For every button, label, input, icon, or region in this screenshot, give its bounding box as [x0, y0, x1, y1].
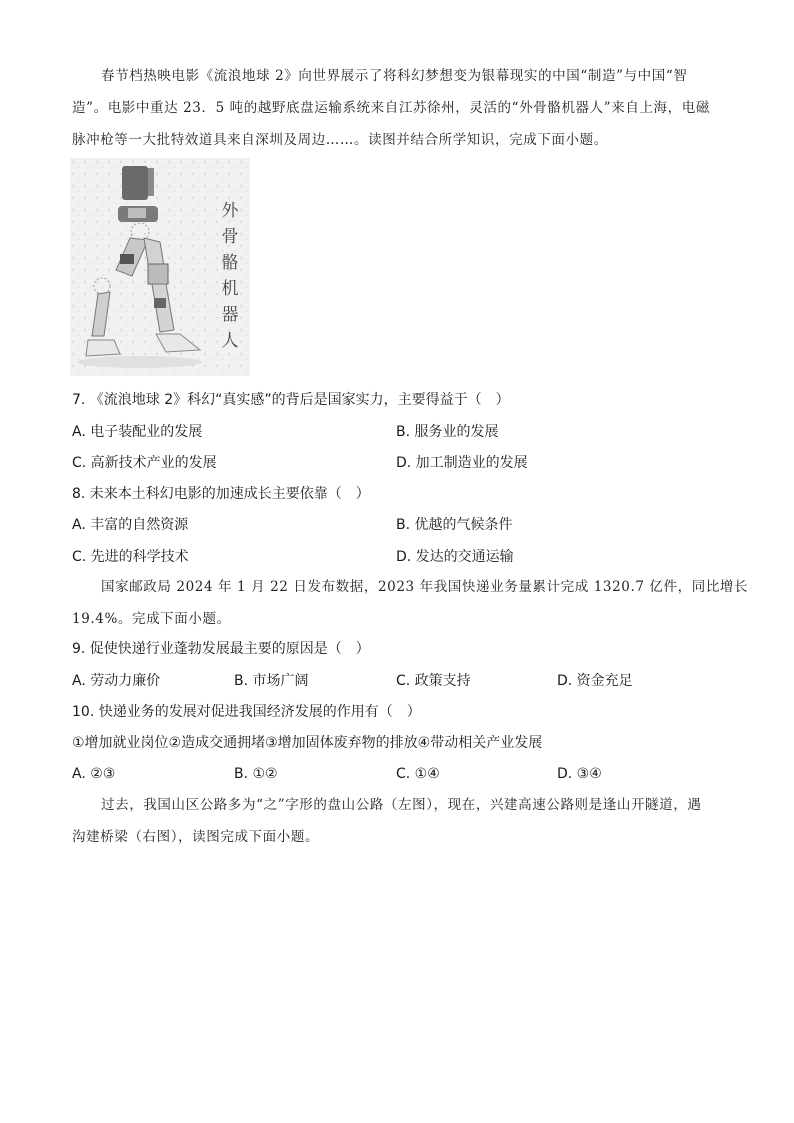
- passage3-line1: 过去，我国山区公路多为“之”字形的盘山公路（左图），现在，兴建高速公路则是逢山开隧道，遇: [101, 797, 702, 813]
- passage1-line1: 春节档热映电影《流浪地球 2》向世界展示了将科幻梦想变为银幕现实的中国“制造”与中国“智: [101, 68, 688, 84]
- q10-option-a[interactable]: A. ②③: [72, 766, 116, 782]
- passage1-line2: 造”。电影中重达 23．5 吨的越野底盘运输系统来自江苏徐州，灵活的“外骨骼机器人”来自上海，电磁: [72, 100, 710, 116]
- q7-stem: 7. 《流浪地球 2》科幻“真实感”的背后是国家实力，主要得益于（ ）: [72, 392, 510, 408]
- passage3-line2: 沟建桥梁（右图），读图完成下面小题。: [72, 829, 320, 845]
- q10-option-c[interactable]: C. ①④: [396, 766, 440, 782]
- q7-option-a[interactable]: A. 电子装配业的发展: [72, 424, 203, 440]
- q8-option-d[interactable]: D. 发达的交通运输: [396, 549, 514, 565]
- q7-option-b[interactable]: B. 服务业的发展: [396, 424, 499, 440]
- q7-option-d[interactable]: D. 加工制造业的发展: [396, 455, 528, 471]
- q9-stem: 9. 促使快递行业蓬勃发展最主要的原因是（ ）: [72, 641, 370, 657]
- q10-items: ①增加就业岗位②造成交通拥堵③增加固体废弃物的排放④带动相关产业发展: [72, 735, 543, 751]
- q8-stem: 8. 未来本土科幻电影的加速成长主要依靠（ ）: [72, 486, 370, 502]
- q9-option-d[interactable]: D. 资金充足: [557, 673, 633, 689]
- q10-stem: 10. 快递业务的发展对促进我国经济发展的作用有（ ）: [72, 704, 421, 720]
- q9-option-b[interactable]: B. 市场广阔: [234, 673, 309, 689]
- passage2-line2: 19.4%。完成下面小题。: [72, 611, 231, 627]
- q8-option-b[interactable]: B. 优越的气候条件: [396, 517, 513, 533]
- q9-option-c[interactable]: C. 政策支持: [396, 673, 471, 689]
- exoskeleton-robot-image: [70, 158, 250, 376]
- q8-option-c[interactable]: C. 先进的科学技术: [72, 549, 189, 565]
- passage2-line1: 国家邮政局 2024 年 1 月 22 日发布数据，2023 年我国快递业务量累计完成 1320.7 亿件，同比增长: [101, 579, 749, 595]
- q9-option-a[interactable]: A. 劳动力廉价: [72, 673, 161, 689]
- q10-option-d[interactable]: D. ③④: [557, 766, 602, 782]
- q8-option-a[interactable]: A. 丰富的自然资源: [72, 517, 189, 533]
- q7-option-c[interactable]: C. 高新技术产业的发展: [72, 455, 217, 471]
- figure-caption: 外骨骼机器人: [221, 201, 239, 351]
- passage1-line3: 脉冲枪等一大批特效道具来自深圳及周边……。读图并结合所学知识，完成下面小题。: [72, 132, 608, 148]
- q10-option-b[interactable]: B. ①②: [234, 766, 278, 782]
